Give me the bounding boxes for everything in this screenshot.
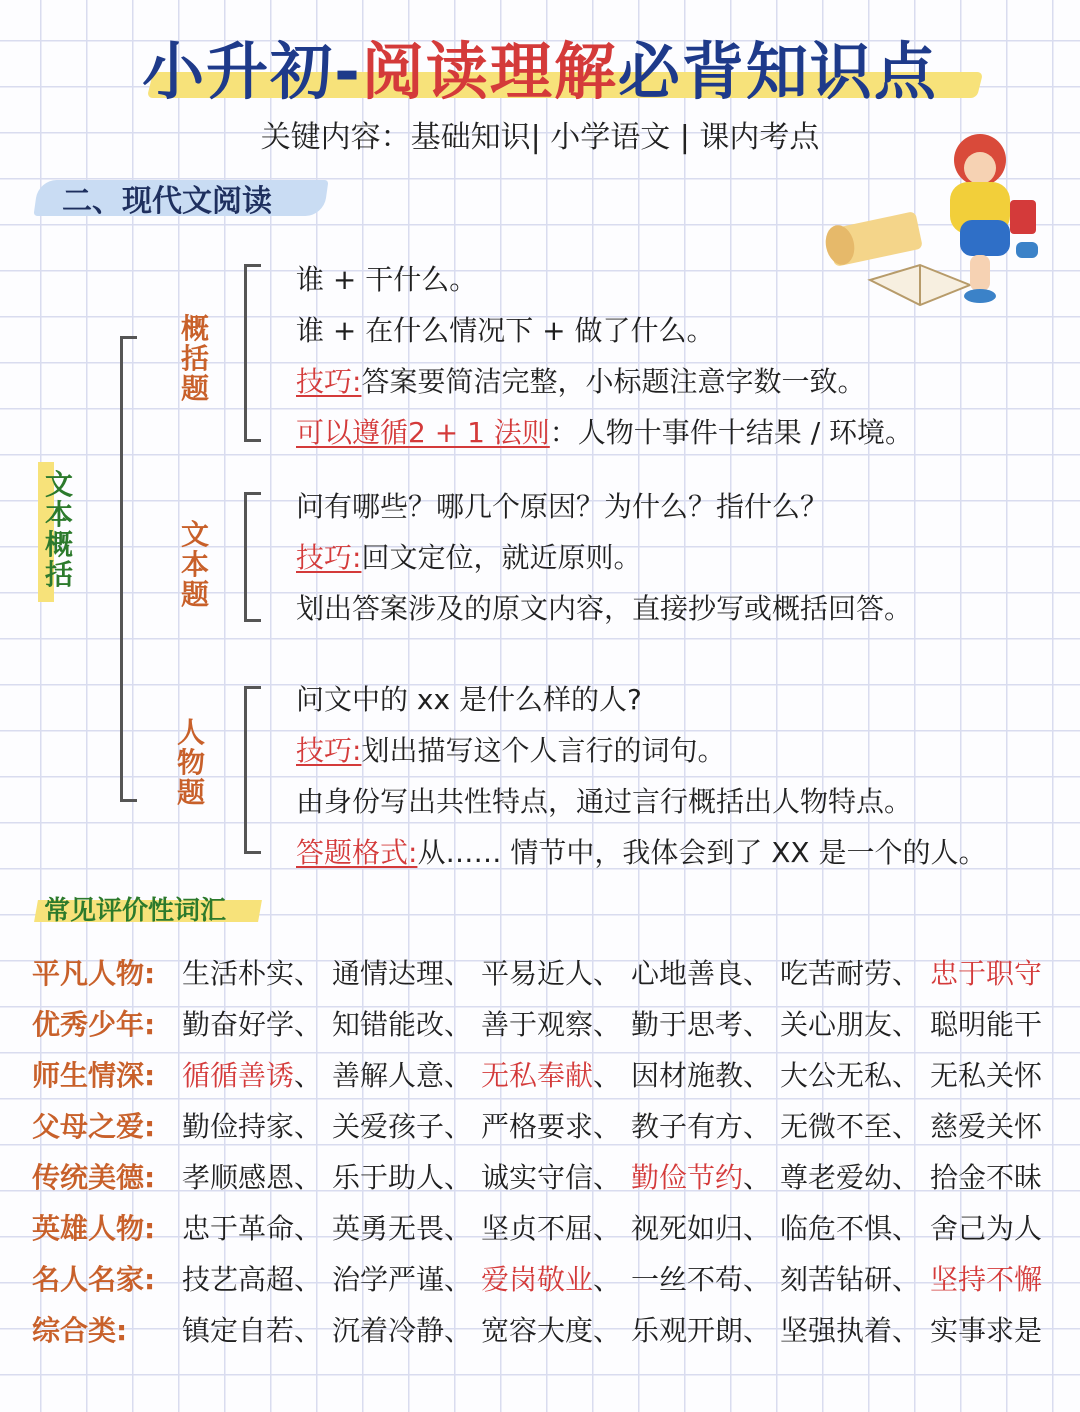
vocab-item: 技艺高超、: [182, 1263, 323, 1296]
vocab-item: 坚贞不屈、: [481, 1212, 622, 1245]
group-label-summary: 概括题: [180, 312, 209, 405]
vocab-item: 乐观开朗、: [631, 1314, 772, 1347]
vocab-item: 教子有方、: [631, 1110, 772, 1143]
vocab-row: [32, 1309, 1052, 1349]
group-bracket-character: [244, 686, 261, 854]
title-part-1: 小升初-: [142, 35, 362, 108]
vocab-item: 无私奉献、: [481, 1059, 622, 1092]
group-line: 问有哪些？哪几个原因？为什么？指什么？: [296, 490, 829, 523]
vocab-item: 忠于职守: [930, 957, 1043, 990]
vocab-row-label: 平凡人物:: [32, 957, 156, 990]
reading-girl-illustration: [820, 120, 1060, 320]
vocab-item: 知错能改、: [332, 1008, 473, 1041]
group-line: 技巧:回文定位，就近原则。: [296, 541, 642, 574]
vocab-item: 无微不至、: [780, 1110, 921, 1143]
vocab-item: 生活朴实、: [182, 957, 323, 990]
group-line: 划出答案涉及的原文内容，直接抄写或概括回答。: [296, 592, 913, 625]
vocab-item: 拾金不昧: [930, 1161, 1043, 1194]
group-label-character: 人物题: [176, 716, 205, 809]
vocab-item: 宽容大度、: [481, 1314, 622, 1347]
group-line: 技巧:划出描写这个人言行的词句。: [296, 734, 726, 767]
vocab-item: 循循善诱、: [182, 1059, 323, 1092]
pencil-icon: [822, 211, 923, 267]
vocab-item: 善解人意、: [332, 1059, 473, 1092]
vocab-row: [32, 1105, 1052, 1145]
vocab-item: 刻苦钻研、: [780, 1263, 921, 1296]
vocab-item: 勤俭节约、: [631, 1161, 772, 1194]
vocab-item: 因材施教、: [631, 1059, 772, 1092]
group-bracket-text: [244, 492, 261, 622]
vocab-row-label: 传统美德:: [32, 1161, 156, 1194]
vocab-item: 孝顺感恩、: [182, 1161, 323, 1194]
vocab-item: 舍己为人: [930, 1212, 1043, 1245]
group-line: 问文中的 xx 是什么样的人?: [296, 683, 642, 716]
vocab-item: 视死如归、: [631, 1212, 772, 1245]
vocab-item: 诚实守信、: [481, 1161, 622, 1194]
section-label: 二、现代文阅读: [62, 184, 272, 219]
group-label-text: 文本题: [180, 518, 209, 611]
page-title: [142, 22, 938, 111]
vocab-item: 关心朋友、: [780, 1008, 921, 1041]
vocab-item: 坚持不懈: [930, 1263, 1043, 1296]
vocab-item: 乐于助人、: [332, 1161, 473, 1194]
vocab-row: [32, 1207, 1052, 1247]
vocab-item: 心地善良、: [631, 957, 772, 990]
outer-bracket: [120, 336, 137, 802]
vocab-title: 常见评价性词汇: [44, 896, 227, 926]
vocab-row-label: 英雄人物:: [32, 1212, 156, 1245]
vocab-row-label: 优秀少年:: [32, 1008, 156, 1041]
group-line: 谁 + 在什么情况下 + 做了什么。: [296, 314, 715, 347]
group-line: 技巧:答案要简洁完整，小标题注意字数一致。: [296, 365, 866, 398]
vocab-item: 英勇无畏、: [332, 1212, 473, 1245]
vocab-row-label: 综合类:: [32, 1314, 128, 1347]
vocab-item: 勤俭持家、: [182, 1110, 323, 1143]
vocab-item: 大公无私、: [780, 1059, 921, 1092]
vocab-item: 勤奋好学、: [182, 1008, 323, 1041]
vocab-item: 通情达理、: [332, 957, 473, 990]
vocab-item: 一丝不苟、: [631, 1263, 772, 1296]
vocab-row: [32, 1156, 1052, 1196]
vocab-item: 慈爱关怀: [930, 1110, 1043, 1143]
vocab-item: 平易近人、: [481, 957, 622, 990]
vocab-item: 爱岗敬业、: [481, 1263, 622, 1296]
title-part-3: 必背知识点: [617, 35, 938, 108]
open-book-icon: [870, 265, 970, 305]
group-line: 谁 + 干什么。: [296, 263, 478, 296]
vocab-item: 善于观察、: [481, 1008, 622, 1041]
vocab-item: 聪明能干: [930, 1008, 1043, 1041]
outer-label: 文本概括: [44, 468, 73, 591]
group-line: 答题格式:从…… 情节中，我体会到了 XX 是一个的人。: [296, 836, 987, 869]
vocab-row: [32, 952, 1052, 992]
vocab-row-label: 名人名家:: [32, 1263, 156, 1296]
group-bracket-summary: [244, 264, 261, 442]
title-block: [0, 22, 1080, 111]
group-line: 可以遵循2 + 1 法则：人物十事件十结果 / 环境。: [296, 416, 914, 449]
vocab-item: 无私关怀: [930, 1059, 1043, 1092]
vocab-row: [32, 1003, 1052, 1043]
vocab-item: 严格要求、: [481, 1110, 622, 1143]
title-part-2: 阅读理解: [361, 35, 618, 108]
vocab-item: 坚强执着、: [780, 1314, 921, 1347]
vocab-item: 忠于革命、: [182, 1212, 323, 1245]
vocab-item: 勤于思考、: [631, 1008, 772, 1041]
vocab-item: 尊老爱幼、: [780, 1161, 921, 1194]
vocab-item: 治学严谨、: [332, 1263, 473, 1296]
vocab-item: 镇定自若、: [182, 1314, 323, 1347]
subtitle: 关键内容：基础知识| 小学语文 | 课内考点: [260, 120, 820, 155]
vocab-row: [32, 1258, 1052, 1298]
vocab-row: [32, 1054, 1052, 1094]
vocab-item: 吃苦耐劳、: [780, 957, 921, 990]
vocab-item: 关爱孩子、: [332, 1110, 473, 1143]
vocab-item: 沉着冷静、: [332, 1314, 473, 1347]
vocab-item: 临危不惧、: [780, 1212, 921, 1245]
group-line: 由身份写出共性特点，通过言行概括出人物特点。: [296, 785, 913, 818]
vocab-item: 实事求是: [930, 1314, 1043, 1347]
vocab-row-label: 师生情深:: [32, 1059, 156, 1092]
vocab-row-label: 父母之爱:: [32, 1110, 156, 1143]
